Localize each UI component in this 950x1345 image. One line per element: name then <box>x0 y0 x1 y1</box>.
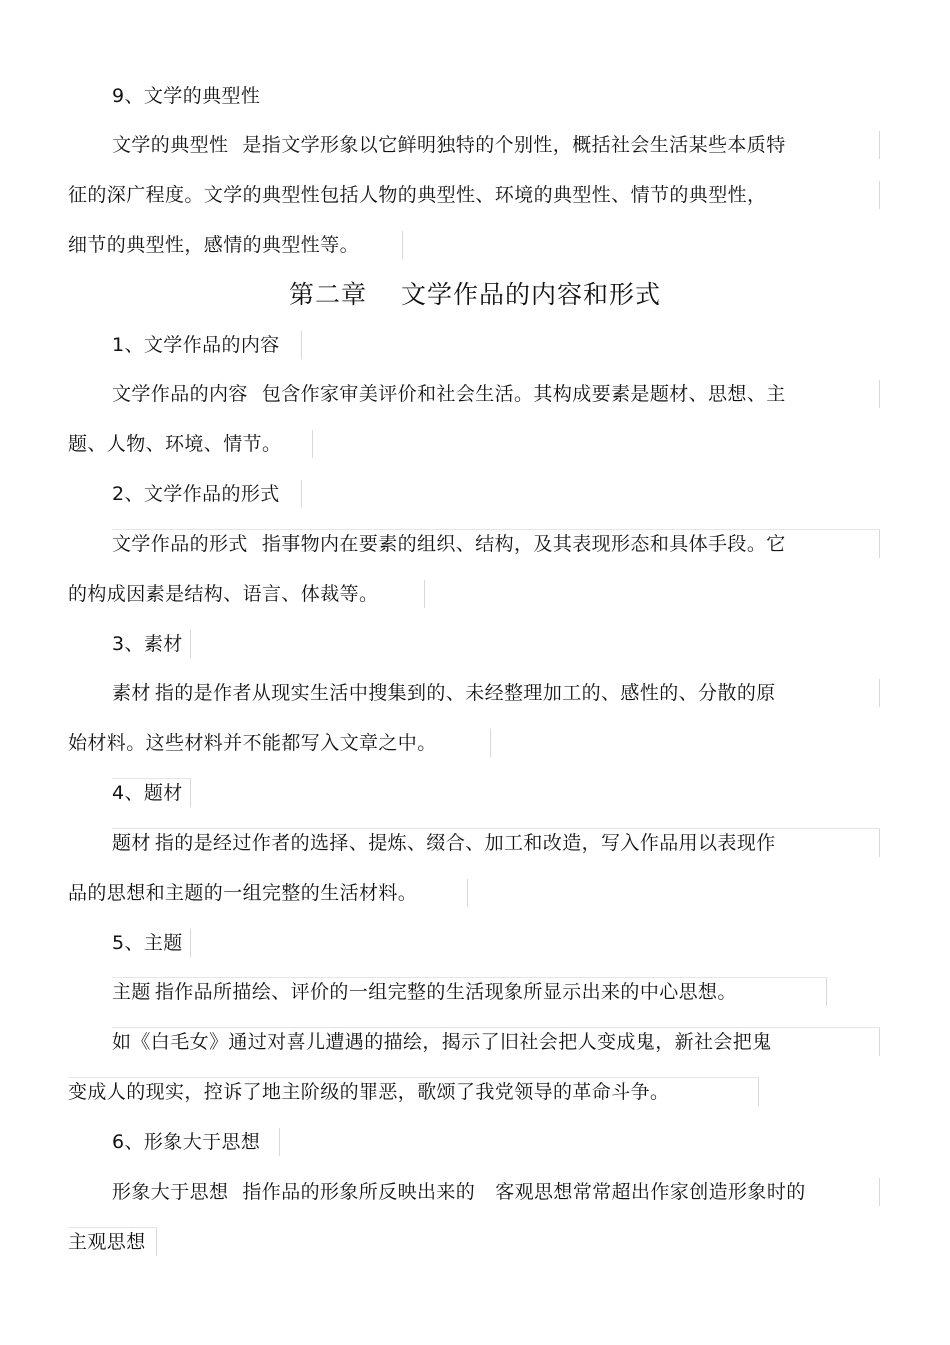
section-9-paragraph-line-3: 细节的典型性，感情的典型性等。 <box>68 234 360 256</box>
text: 指的是作者从现实生活中搜集到的、未经整理加工的、感性的、分散的原 <box>154 682 776 704</box>
text-box-edge <box>879 181 880 209</box>
section-5-paragraph-line-2: 如《白毛女》通过对喜儿遭遇的描绘，揭示了旧社会把人变成鬼，新社会把鬼 <box>112 1031 772 1053</box>
term: 文学作品的形式 <box>112 533 248 555</box>
text-box-edge <box>301 331 302 359</box>
text-box-edge <box>879 829 880 857</box>
text-box-edge <box>279 1128 280 1156</box>
section-3-paragraph-line-2: 始材料。这些材料并不能都写入文章之中。 <box>68 732 437 754</box>
section-6-heading: 6、形象大于思想 <box>112 1131 261 1153</box>
text-box-edge <box>758 1078 759 1106</box>
text: 包含作家审美评价和社会生活。其构成要素是题材、思想、主 <box>261 383 786 405</box>
section-1-paragraph-line-2: 题、人物、环境、情节。 <box>68 433 282 455</box>
term: 文学作品的内容 <box>112 383 248 405</box>
chapter-name: 文学作品的内容和形式 <box>401 280 662 309</box>
section-9-heading: 9、文学的典型性 <box>112 85 261 107</box>
section-2-heading: 2、文学作品的形式 <box>112 483 280 505</box>
text-box-edge <box>879 1178 880 1206</box>
text-box-edge <box>301 480 302 508</box>
term: 主题 <box>112 981 151 1003</box>
section-1-heading: 1、文学作品的内容 <box>112 334 280 356</box>
text: 客观思想常常超出作家创造形象时的 <box>495 1181 806 1203</box>
section-4-paragraph-line-1 <box>112 828 776 858</box>
text-box-edge <box>112 828 880 829</box>
text-box-edge <box>190 929 191 957</box>
text-box-edge <box>156 1228 157 1256</box>
text-box-edge <box>826 978 827 1006</box>
text: 指的是经过作者的选择、提炼、缀合、加工和改造，写入作品用以表现作 <box>154 832 776 854</box>
text-box-edge <box>190 630 191 658</box>
section-1-paragraph-line-1 <box>112 379 786 409</box>
section-4-paragraph-line-2: 品的思想和主题的一组完整的生活材料。 <box>68 882 418 904</box>
text-box-edge <box>879 380 880 408</box>
text: 指作品的形象所反映出来的 <box>242 1181 476 1203</box>
section-9-paragraph-line-1 <box>112 130 786 160</box>
text-box-edge <box>112 1027 880 1028</box>
section-5-heading: 5、主题 <box>112 932 183 954</box>
text-box-edge <box>112 529 880 530</box>
section-9-paragraph-line-2: 征的深广程度。文学的典型性包括人物的典型性、环境的典型性、情节的典型性， <box>68 184 767 206</box>
text-box-edge <box>112 778 191 779</box>
text-box-edge <box>879 131 880 159</box>
section-2-paragraph-line-1 <box>112 529 786 559</box>
section-2-paragraph-line-2: 的构成因素是结构、语言、体裁等。 <box>68 583 379 605</box>
section-3-heading: 3、素材 <box>112 633 183 655</box>
text: 指作品所描绘、评价的一组完整的生活现象所显示出来的中心思想。 <box>154 981 737 1003</box>
term: 文学的典型性 <box>112 134 229 156</box>
text-box-edge <box>467 879 468 907</box>
chapter-title <box>0 278 950 312</box>
section-4-heading: 4、题材 <box>112 782 183 804</box>
text-box-edge <box>112 977 827 978</box>
text-box-edge <box>312 430 313 458</box>
text: 指事物内在要素的组织、结构，及其表现形态和具体手段。它 <box>261 533 786 555</box>
section-3-paragraph-line-1 <box>112 678 776 708</box>
chapter-number: 第二章 <box>288 280 367 309</box>
term: 题材 <box>112 832 151 854</box>
text-box-edge <box>190 779 191 807</box>
text-box-edge <box>879 679 880 707</box>
term: 素材 <box>112 682 151 704</box>
section-6-paragraph-line-2: 主观思想 <box>68 1231 146 1253</box>
section-5-paragraph-line-3: 变成人的现实，控诉了地主阶级的罪恶，歌颂了我党领导的革命斗争。 <box>68 1081 670 1103</box>
text-box-edge <box>490 729 491 757</box>
text-box-edge <box>879 530 880 558</box>
section-6-paragraph-line-1 <box>112 1177 806 1207</box>
text: 是指文学形象以它鲜明独特的个别性，概括社会生活某些本质特 <box>242 134 786 156</box>
term: 形象大于思想 <box>112 1181 229 1203</box>
text-box-edge <box>402 231 403 259</box>
section-5-paragraph-line-1 <box>112 977 737 1007</box>
text-box-edge <box>424 580 425 608</box>
text-box-edge <box>68 1227 157 1228</box>
text-box-edge <box>879 1028 880 1056</box>
text-box-edge <box>68 1077 759 1078</box>
